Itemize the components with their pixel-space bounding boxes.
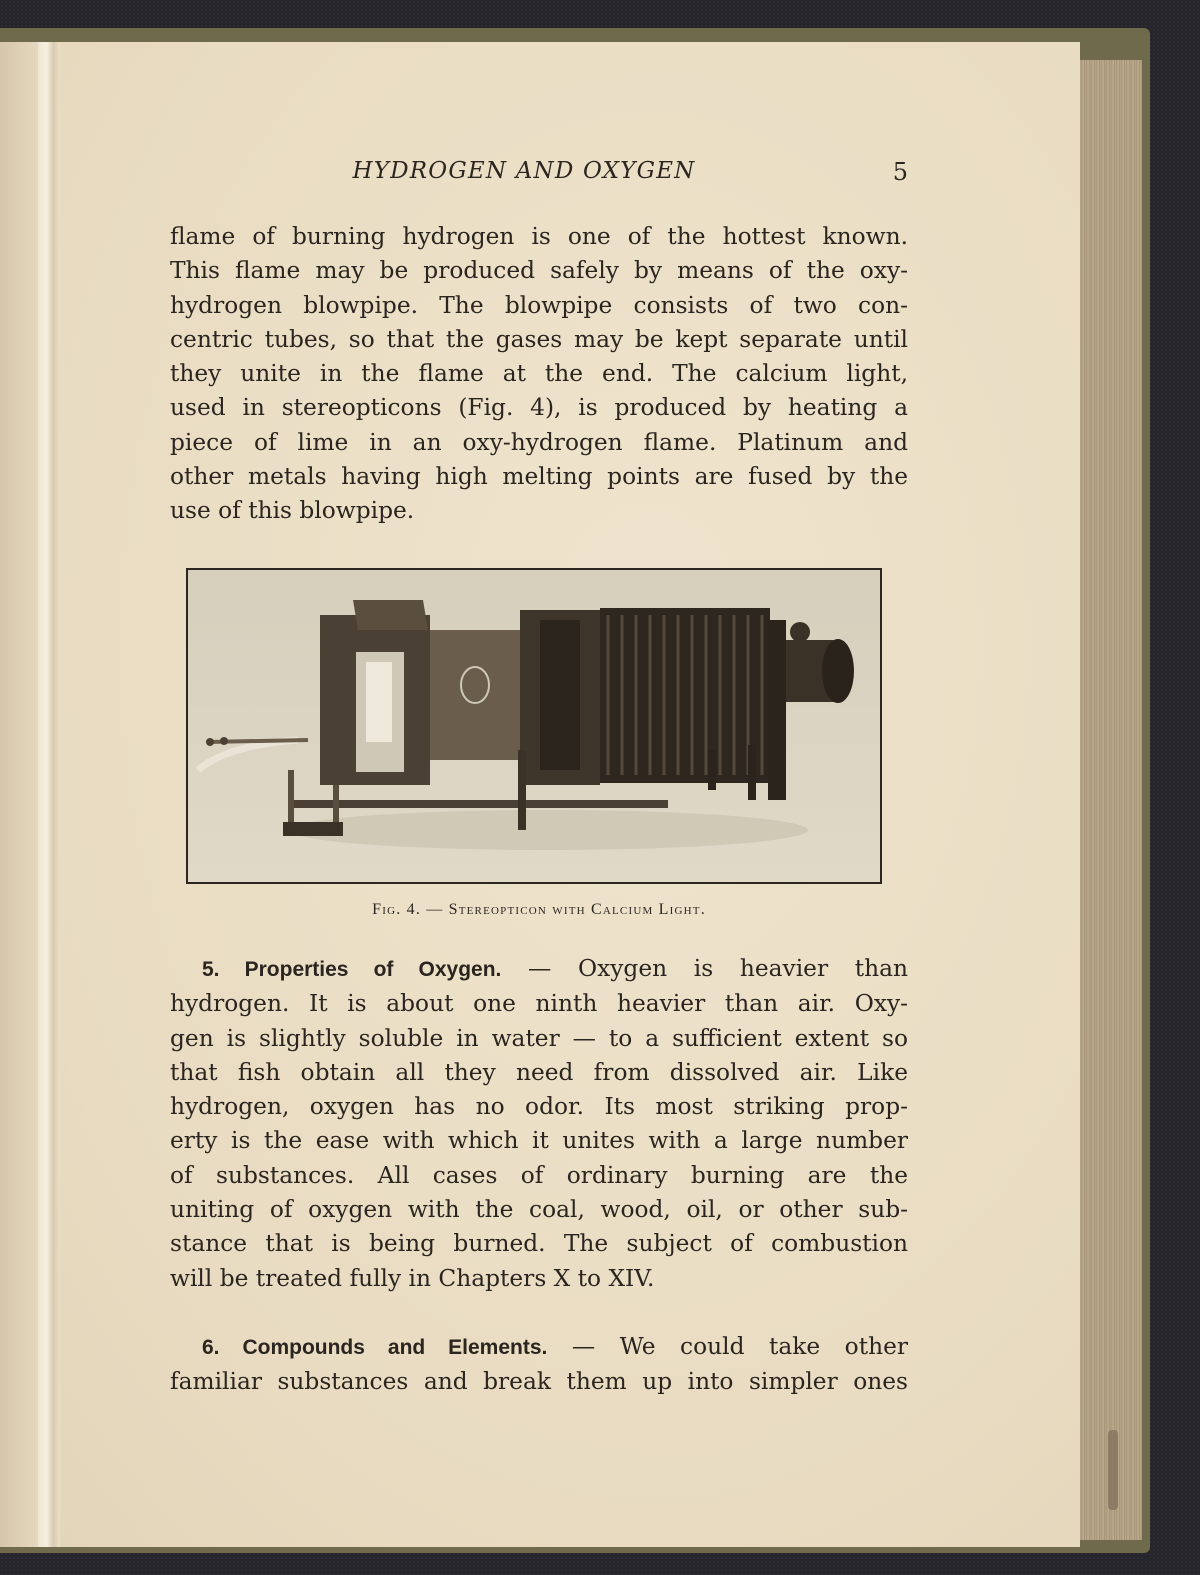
section-first-line bbox=[170, 1330, 908, 1365]
text-line: erty is the ease with which it unites with a large number bbox=[170, 1127, 908, 1155]
text-line: This flame may be produced safely by means of the oxy- bbox=[170, 257, 908, 285]
section-properties-of-oxygen bbox=[170, 952, 908, 1296]
text-run: — Oxygen is heavier than bbox=[528, 955, 909, 982]
text-line: stance that is being burned. The subject of combustion bbox=[170, 1230, 908, 1258]
page-edges bbox=[1078, 60, 1142, 1540]
stereopticon-illustration bbox=[188, 570, 880, 882]
section-heading: 6. Compounds and Elements. bbox=[202, 1336, 548, 1359]
page-number: 5 bbox=[892, 158, 908, 186]
text-line: piece of lime in an oxy-hydrogen flame. Platinum and bbox=[170, 428, 908, 456]
figure-caption: Fig. 4. — Stereopticon with Calcium Light. bbox=[372, 901, 706, 918]
page-gutter bbox=[38, 42, 60, 1547]
text-line: used in stereopticons (Fig. 4), is produced by heating a bbox=[170, 394, 908, 422]
text-line: that fish obtain all they need from dissolved air. Like bbox=[170, 1058, 908, 1086]
paragraph-blowpipe bbox=[170, 220, 908, 529]
figure-stereopticon-photo bbox=[186, 568, 882, 884]
text-line: hydrogen, oxygen has no odor. Its most striking prop- bbox=[170, 1093, 908, 1121]
section-first-line bbox=[170, 952, 908, 987]
text-line: gen is slightly soluble in water — to a sufficient extent so bbox=[170, 1024, 908, 1052]
running-head bbox=[170, 158, 908, 190]
text-line: hydrogen. It is about one ninth heavier than air. Oxy- bbox=[170, 990, 908, 1018]
text-run: — We could take other bbox=[571, 1333, 908, 1360]
text-line: familiar substances and break them up into simpler ones bbox=[170, 1368, 908, 1396]
text-line: of substances. All cases of ordinary burning are the bbox=[170, 1161, 908, 1189]
text-line: uniting of oxygen with the coal, wood, oil, or other sub- bbox=[170, 1196, 908, 1224]
section-heading: 5. Properties of Oxygen. bbox=[202, 958, 502, 981]
previous-page-edge bbox=[0, 42, 38, 1547]
text-line: hydrogen blowpipe. The blowpipe consists of two con- bbox=[170, 291, 908, 319]
page-edge-stain bbox=[1108, 1430, 1118, 1510]
running-title: HYDROGEN AND OXYGEN bbox=[352, 158, 696, 184]
text-line: flame of burning hydrogen is one of the hottest known. bbox=[170, 223, 908, 250]
text-line: other metals having high melting points are fused by the bbox=[170, 463, 908, 491]
text-line: centric tubes, so that the gases may be kept separate until bbox=[170, 325, 908, 353]
text-line: use of this blowpipe. bbox=[170, 497, 415, 525]
text-line: will be treated fully in Chapters X to XIV. bbox=[170, 1264, 655, 1292]
text-line: they unite in the flame at the end. The calcium light, bbox=[170, 360, 908, 388]
section-compounds-and-elements bbox=[170, 1330, 908, 1400]
